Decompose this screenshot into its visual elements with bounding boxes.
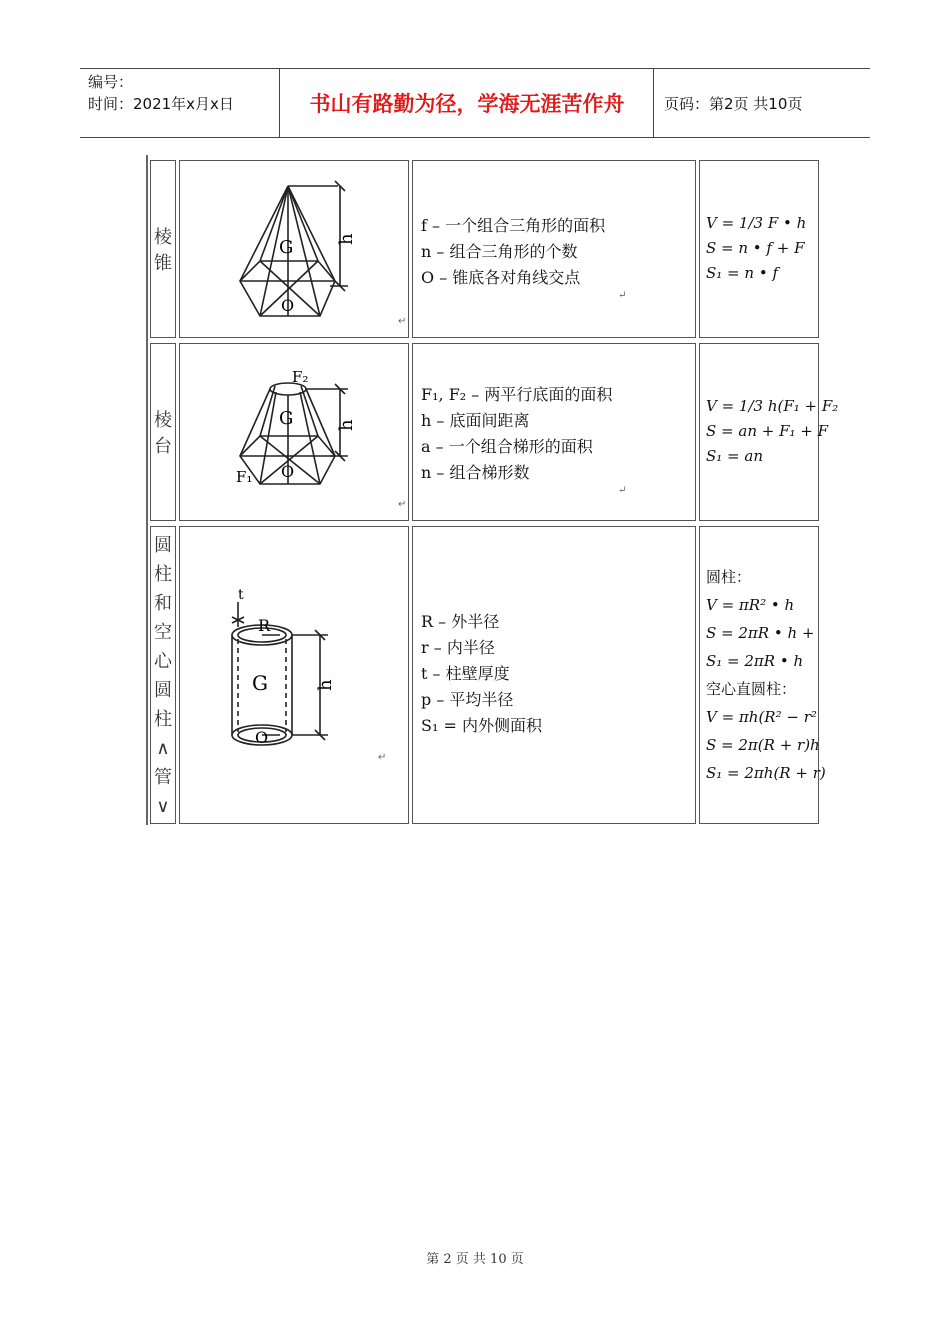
figure-label-o: O (281, 462, 295, 481)
row-formula-cylinder: 圆柱： V = πR² • h S = 2πR • h + S₁ = 2πR • h 空心直圆柱： V = πh(R² − r² S = 2π(R + r)h S₁ = 2πh(R + r) (699, 526, 819, 824)
header-motto: 书山有路勤为径，学海无涯苦作舟 (281, 69, 654, 137)
figure-label-h: h (336, 419, 357, 431)
row-desc-frustum: F₁, F₂ – 两平行底面的面积 h – 底面间距离 a – 一个组合梯形的面积 n – 组合梯形数 ↵ (412, 343, 696, 521)
number-label: 编号： (88, 73, 134, 91)
header-page-info: 页码：第2页 共10页 (664, 94, 803, 113)
figure-label-g: G (279, 237, 294, 258)
figure-label-r: R (258, 616, 271, 635)
formula-table (146, 155, 839, 825)
figure-label-g: G (279, 408, 294, 429)
row-name-pyramid: 棱 锥 (150, 160, 176, 338)
figure-label-h: h (315, 679, 336, 691)
frustum-figure (180, 344, 408, 520)
row-formula-pyramid: V = 1/3 F • h S = n • f + F S₁ = n • f (699, 160, 819, 338)
figure-label-o: O (281, 296, 295, 315)
figure-label-h: h (336, 233, 357, 245)
figure-label-f1: F₁ (236, 468, 253, 486)
time-label: 时间：2021年x月x日 (88, 95, 234, 113)
figure-label-o: O (255, 728, 269, 747)
row-desc-pyramid: f – 一个组合三角形的面积 n – 组合三角形的个数 O – 锥底各对角线交点 ↵ (412, 160, 696, 338)
row-figure-frustum: F₂ G O F₁ h ↵ (179, 343, 409, 521)
header-meta (80, 69, 280, 137)
pyramid-figure (180, 161, 408, 337)
figure-label-t: t (238, 587, 244, 603)
row-name-cylinder: 圆 柱 和 空 心 圆 柱 ∧ 管 ∨ (150, 526, 176, 824)
row-figure-cylinder: t R G O h ↵ (179, 526, 409, 824)
page-footer: 第 2 页 共 10 页 (426, 1252, 524, 1267)
row-desc-cylinder: R – 外半径 r – 内半径 t – 柱壁厚度 p – 平均半径 S₁ = 内外侧面积 (412, 526, 696, 824)
cylinder-figure (180, 527, 408, 823)
figure-label-g: G (252, 671, 268, 695)
row-formula-frustum: V = 1/3 h(F₁ + F₂ S = an + F₁ + F S₁ = an (699, 343, 819, 521)
row-name-frustum: 棱 台 (150, 343, 176, 521)
page-header (80, 68, 870, 138)
figure-label-f2: F₂ (292, 368, 309, 386)
row-figure-pyramid: G O h ↵ (179, 160, 409, 338)
